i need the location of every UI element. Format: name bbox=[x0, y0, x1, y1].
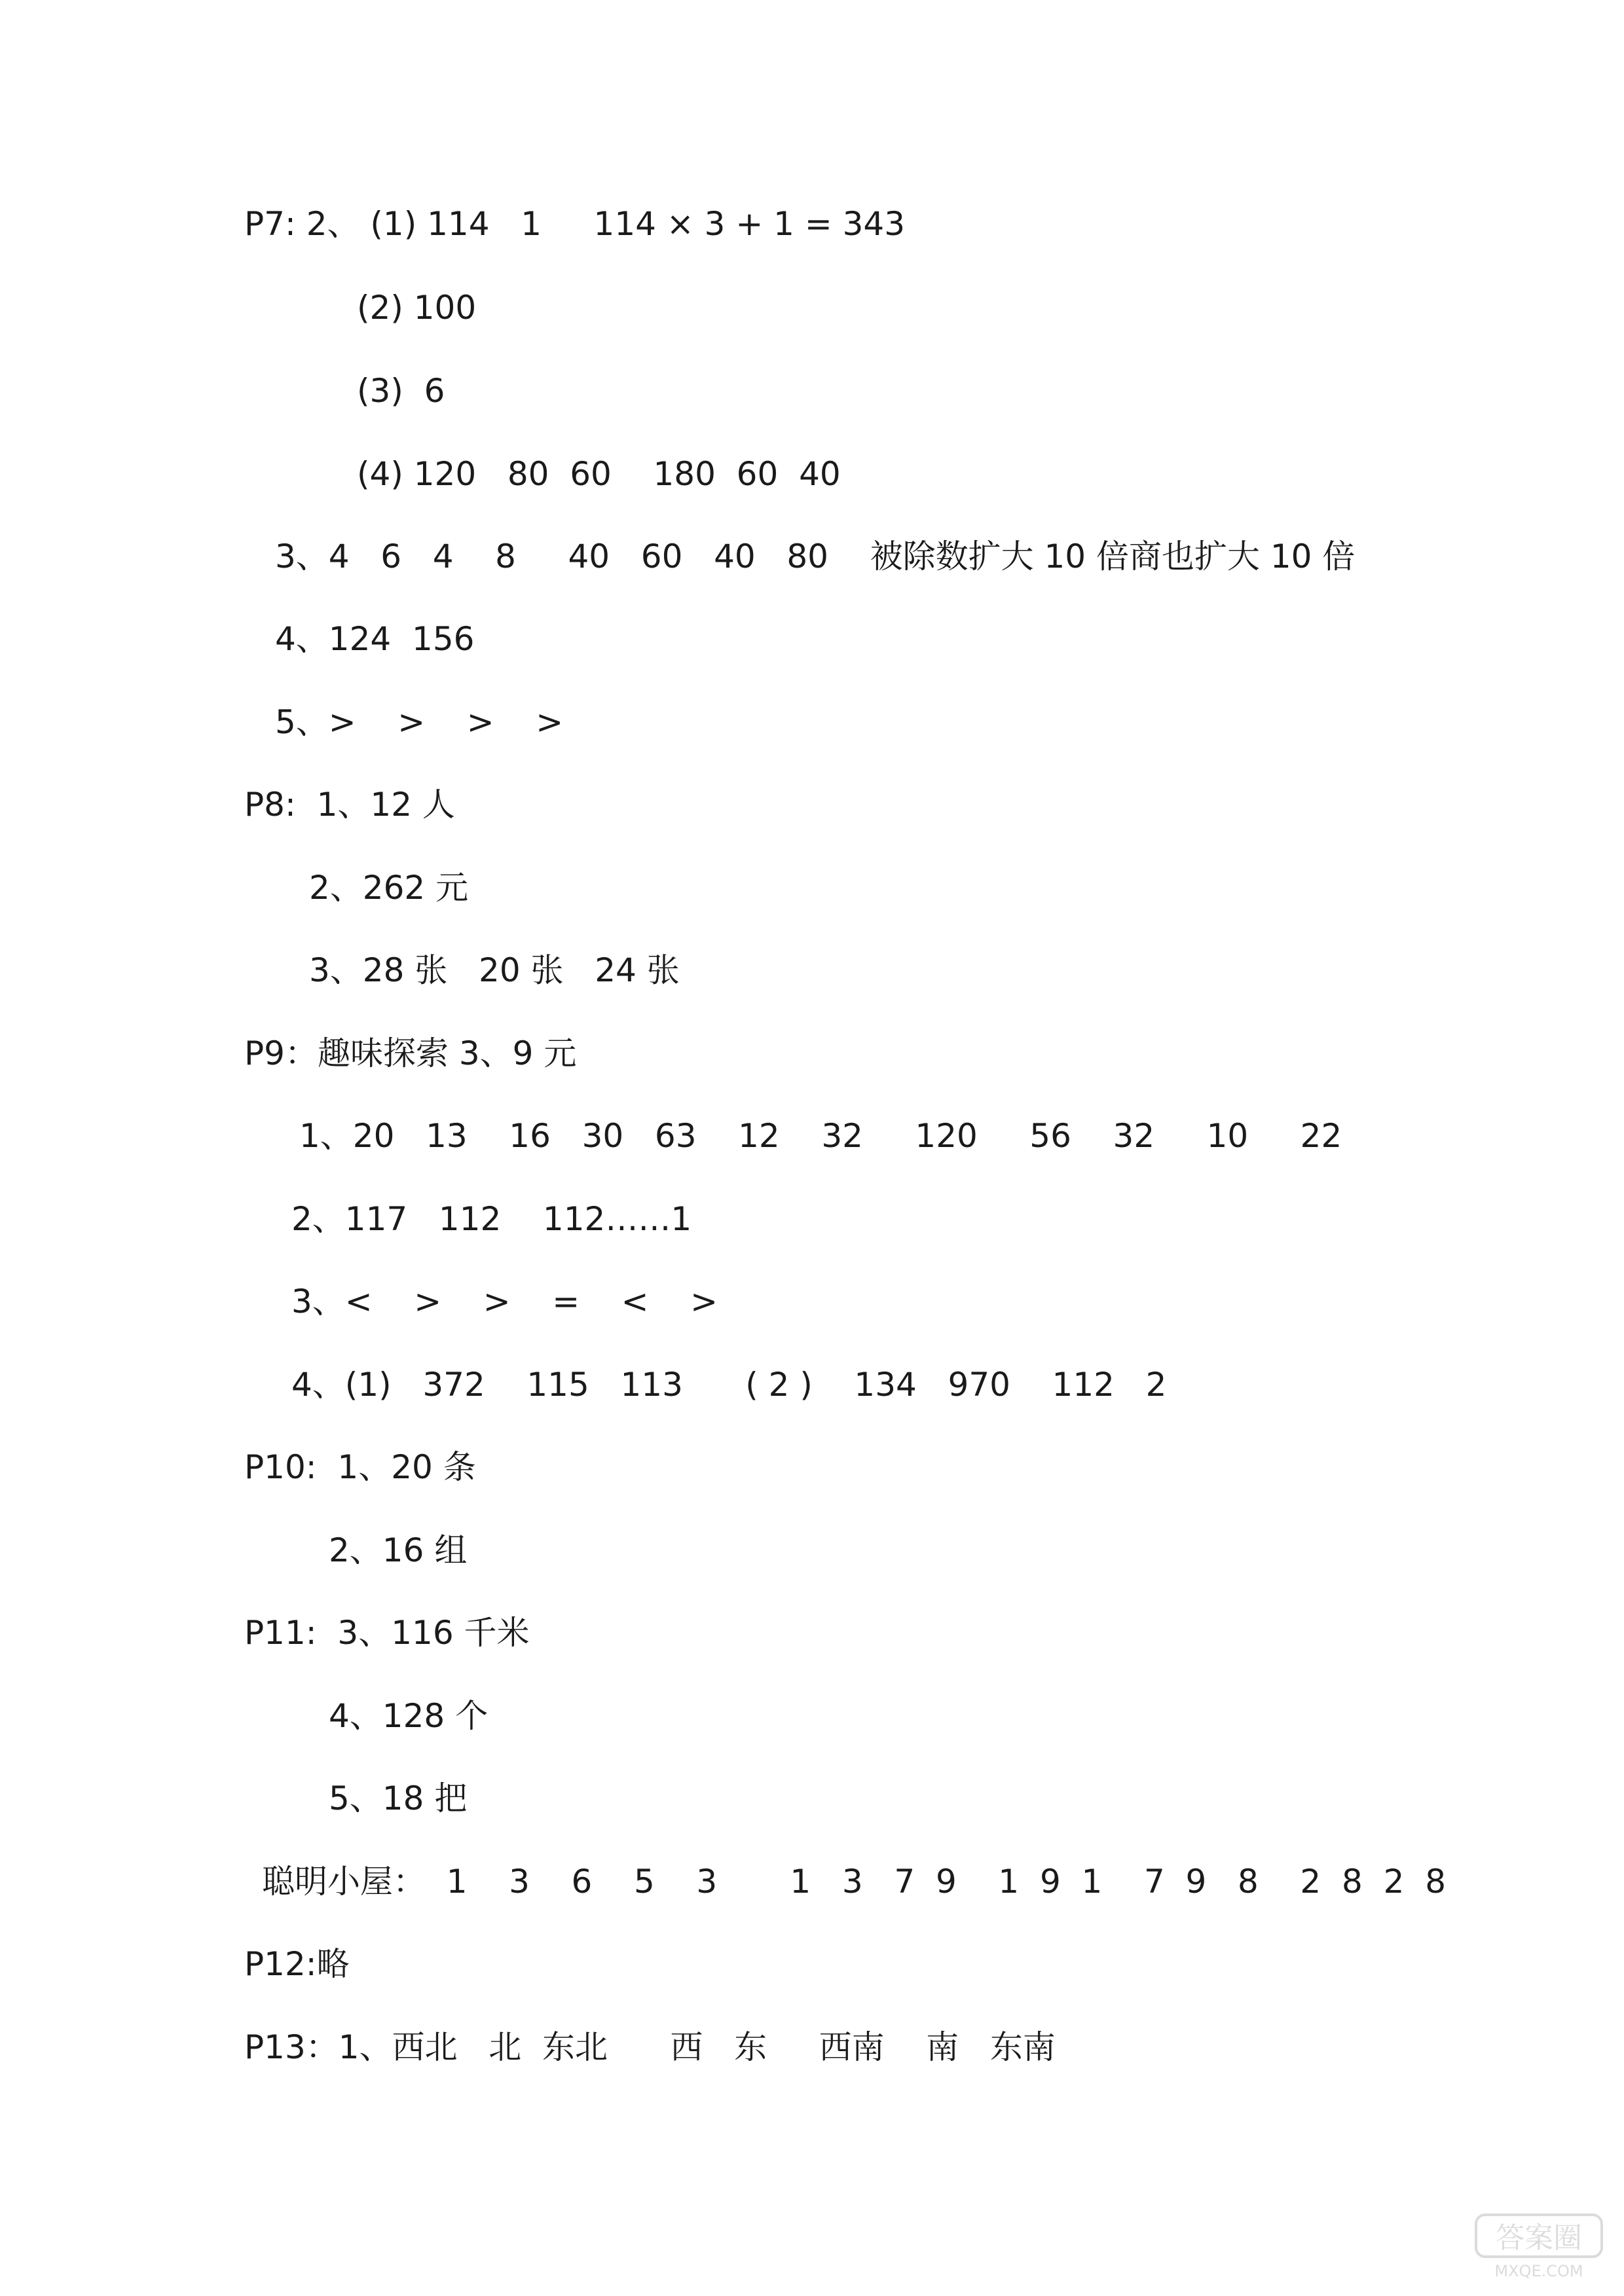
answer-line-p12: P12:略 bbox=[244, 1945, 350, 1983]
answer-line-p7-5: 5、> > > > bbox=[275, 703, 564, 741]
answer-line-p10-1: P10: 1、20 条 bbox=[244, 1448, 476, 1486]
answer-line-p7-4: 4、124 156 bbox=[275, 620, 475, 658]
answer-line-p13-1: P13：1、西北 北 东北 西 东 西南 南 东南 bbox=[244, 2028, 1056, 2066]
answer-line-p8-2: 2、262 元 bbox=[309, 869, 469, 907]
answer-line-smart-house: 聪明小屋： 1 3 6 5 3 1 3 7 9 1 9 1 7 9 8 2 8 2 8 bbox=[262, 1863, 1447, 1901]
answer-line-p10-2: 2、16 组 bbox=[329, 1531, 468, 1569]
answer-line-p9-explore: P9：趣味探索 3、9 元 bbox=[244, 1034, 577, 1072]
answer-line-p9-2: 2、117 112 112……1 bbox=[291, 1200, 692, 1238]
answer-line-p9-3: 3、< > > = < > bbox=[291, 1283, 718, 1321]
answer-line-p7-2-4: (4) 120 80 60 180 60 40 bbox=[357, 455, 841, 493]
answer-line-p11-4: 4、128 个 bbox=[329, 1697, 489, 1735]
watermark-title: 答案圈 bbox=[1496, 2221, 1582, 2255]
watermark-url: MXQE.COM bbox=[1494, 2262, 1583, 2280]
answer-line-p9-4: 4、(1) 372 115 113 ( 2 ) 134 970 112 2 bbox=[291, 1366, 1167, 1404]
answer-line-p9-1: 1、20 13 16 30 63 12 32 120 56 32 10 22 bbox=[299, 1117, 1342, 1155]
answer-line-p7-2-1: P7: 2、 (1) 114 1 114 × 3 + 1 = 343 bbox=[244, 205, 906, 243]
answer-line-p8-1: P8: 1、12 人 bbox=[244, 786, 455, 824]
answer-line-p7-3: 3、4 6 4 8 40 60 40 80 被除数扩大 10 倍商也扩大 10 倍 bbox=[275, 538, 1356, 575]
answer-line-p11-3: P11: 3、116 千米 bbox=[244, 1614, 530, 1652]
answer-line-p7-2-2: (2) 100 bbox=[357, 289, 477, 327]
answer-line-p8-3: 3、28 张 20 张 24 张 bbox=[309, 951, 680, 989]
answer-site-logo-icon bbox=[1473, 2210, 1604, 2282]
answer-line-p11-5: 5、18 把 bbox=[329, 1779, 468, 1817]
answer-line-p7-2-3: (3) 6 bbox=[357, 372, 445, 410]
